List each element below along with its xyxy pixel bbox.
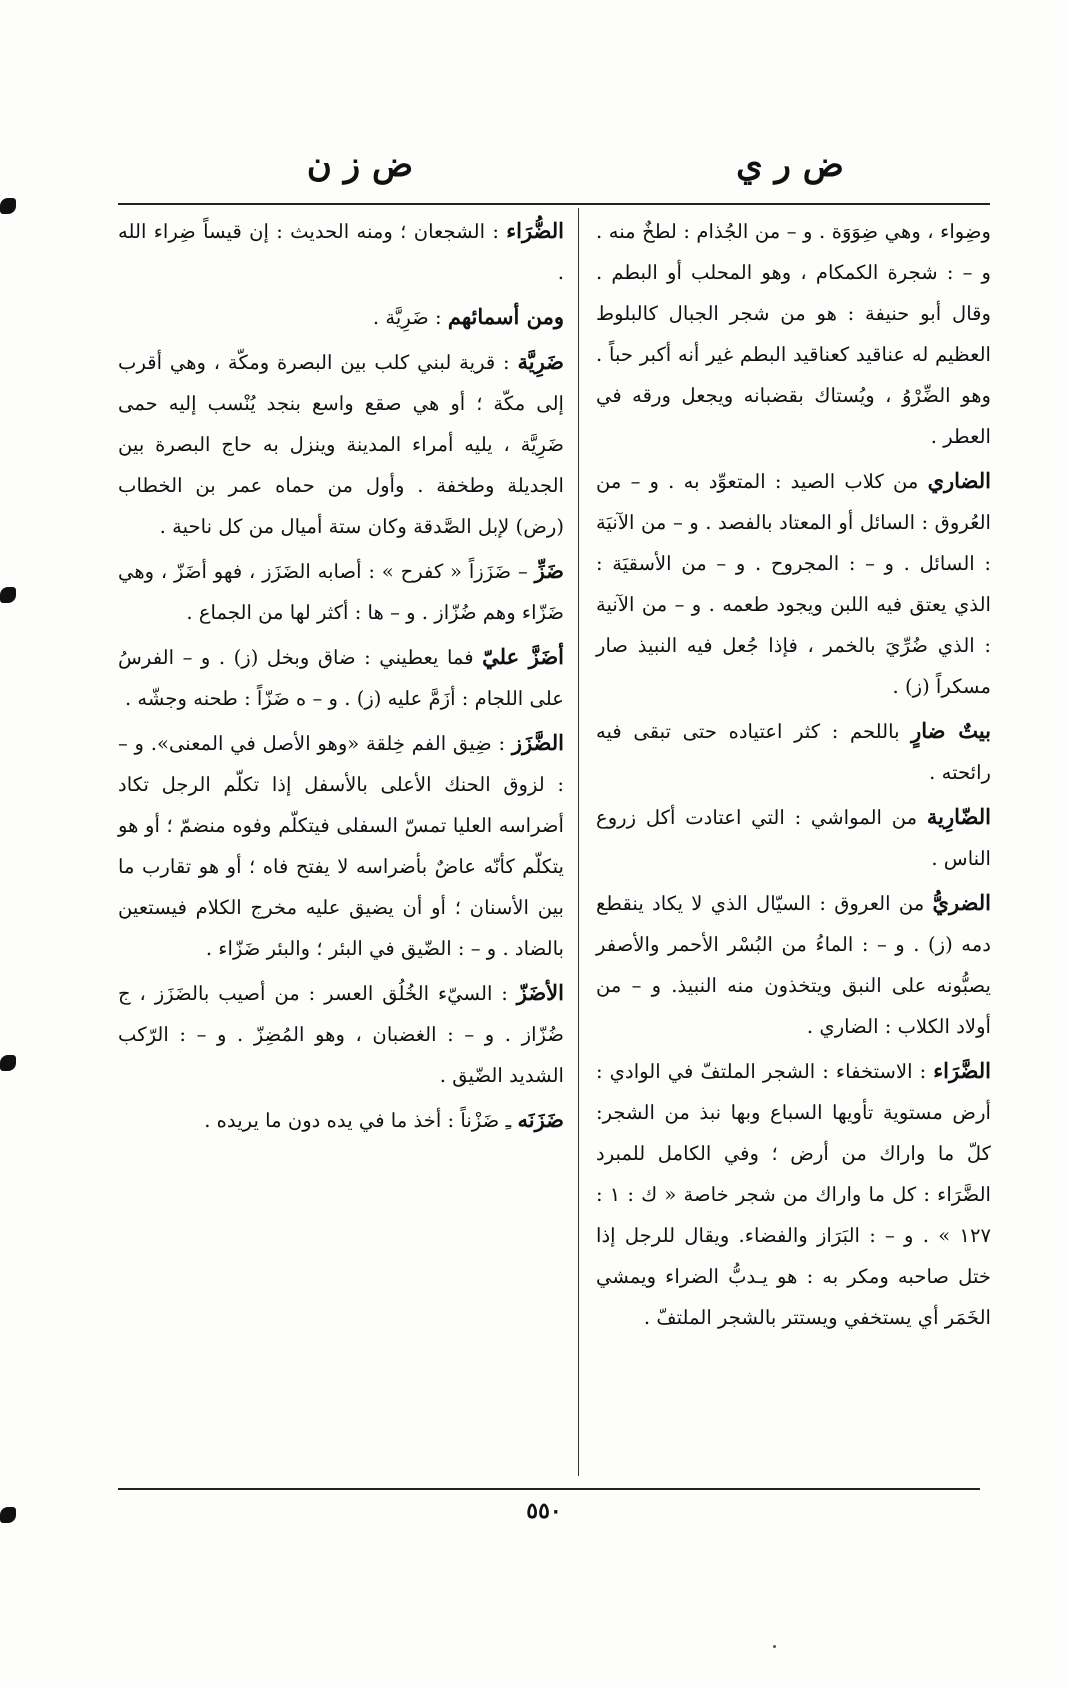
entry-headword: ضَزِّ: [534, 558, 564, 583]
entry-headword: الضاري: [927, 468, 991, 493]
page-number: ٥٥٠: [526, 1498, 562, 1524]
top-rule: [118, 203, 990, 205]
entry-paragraph: [118, 1099, 564, 1141]
entry-paragraph: [596, 882, 991, 1047]
entry-text: ـِ ضَزْناً : أخذ ما في يده دون ما يريده .: [204, 1109, 518, 1132]
entry-headword: الضَّرَاء: [933, 1058, 991, 1083]
left-column-root-header: ض ز ن: [306, 145, 414, 185]
entry-paragraph: [118, 972, 564, 1096]
entry-headword: الضريُّ: [932, 890, 991, 915]
entry-text: – ضَزَزاً « كفرح » : أصابه الضَزَز ، فهو أضَزّ ، وهي ضَزّاء وهم ضُزّاز . و – ها : أكثر لها من الجماع .: [118, 560, 564, 624]
entry-headword: الضَّزَز: [511, 730, 564, 755]
entry-headword: الضُّرَاء: [506, 218, 564, 243]
right-column: [596, 210, 991, 1338]
entry-paragraph: [118, 341, 564, 547]
entry-text: وضِواء ، وهي ضِوَوَة . و – من الجُذام : لطخٌ منه . و – : شجرة الكمكام ، وهو المحلب أو البطم . وقال أبو حنيفة : هو من شجر الجبال كالبلوط العظيم له عناقيد كعناقيد البطم غير أنه أكبر حباً . وهو الضِّرْوُ ، ويُستاك بقضبانه ويجعل ورقه في العطر .: [596, 220, 991, 448]
entry-text: باللحم : كثر اعتياده حتى تبقى فيه رائحته .: [596, 720, 991, 784]
entry-text: فما يعطيني : ضاق وبخل (ز) . و – الفرسُ على اللجام : أزَمَّ عليه (ز) . و – ه ضَزّاً : طحنه وجشّه .: [118, 646, 564, 710]
entry-paragraph: [596, 210, 991, 457]
entry-paragraph: [596, 796, 991, 879]
entry-text: : ضِيق الفم خِلقة «وهو الأصل في المعنى». و – : لزوق الحنك الأعلى بالأسفل إذا تكلّم الرجل تكاد أضراسه العليا تمسّ السفلى فيتكلّم وفوه منضمّ ؛ أو هو يتكلّم كأنّه عاضٌ بأضراسه لا يفتح فاه ؛ أو هو تقارب ما بين الأسنان ؛ أو أن يضيق عليه مخرج الكلام فيستعين بالضاد . و – : الضّيق في البئر ؛ والبئر ضَزّاء .: [118, 732, 564, 960]
scan-binding-mark: [0, 1055, 16, 1071]
scan-speck: [773, 1645, 776, 1648]
scan-binding-mark: [0, 587, 16, 603]
entry-text: : الاستخفاء : الشجر الملتفّ في الوادي : أرض مستوية تأويها السباع وبها نبذ من الشجر: كلّ ما واراك من أرض ؛ وفي الكامل للمبرد الضَّرَاء : كل ما واراك من شجر خاصة « ك : ١ : ١٢٧ » . و – : البَرَاز والفضاء. ويقال للرجل إذا ختل صاحبه ومكر به : هو يـدبُّ الضراء ويمشي الخَمَر أي يستخفي ويستتر بالشجر الملتفّ .: [596, 1060, 991, 1329]
entry-headword: ضَرِيَّة: [517, 349, 564, 374]
right-column-root-header: ض ر ي: [736, 145, 844, 185]
entry-paragraph: [596, 710, 991, 793]
entry-paragraph: [118, 296, 564, 338]
entry-text: من كلاب الصيد : المتعوِّد به . و – من العُروق : السائل أو المعتاد بالفصد . و – من الآنيَة : السائل . و – : المجروح . و – من الأسقيَة : الذي يعتق فيه اللبن ويجود طعمه . و – من الآنية : الذي ضُرِّيَ بالخمر ، فإذا جُعل فيه النبيذ صار مسكراً (ز) .: [596, 470, 991, 698]
entry-text: : قرية لبني كلب بين البصرة ومكّة ، وهي أقرب إلى مكّة ؛ أو هي صقع واسع بنجد يُنْسب إليه حمى ضَرِيَّة ، يليه أمراء المدينة وينزل به حاج البصرة بين الجديلة وطخفة . وأول من حماه عمر بن الخطاب (رض) لإبل الصَّدقة وكان ستة أميال من كل ناحية .: [118, 351, 564, 538]
entry-paragraph: [596, 460, 991, 707]
entry-text: من العروق : السيّال الذي لا يكاد ينقطع دمه (ز) . و – : الماءُ من البُسْر الأحمر والأصفر يصبُّونه على النبق ويتخذون منه النبيذ. و – من أولاد الكلاب : الضاري .: [596, 892, 991, 1038]
entry-paragraph: [596, 1050, 991, 1338]
entry-paragraph: [118, 636, 564, 719]
scan-binding-mark: [0, 198, 16, 214]
entry-text: : السيّء الخُلُق العسر : من أصيب بالضَزَز ، ج ضُزّاز . و – : الغضبان ، وهو المُضِزّ . و – : الرّكب الشديد الضّيق .: [118, 982, 564, 1087]
entry-headword: بيتٌ ضارٍ: [911, 718, 992, 743]
column-divider: [578, 208, 579, 1476]
entry-headword: أضَزَّ عليّ: [482, 644, 564, 669]
bottom-rule: [118, 1488, 980, 1490]
entry-headword: الأضَزّ: [516, 980, 564, 1005]
entry-text: : ضَرِيَّة .: [372, 306, 448, 329]
left-column: [118, 210, 564, 1141]
entry-paragraph: [118, 210, 564, 293]
entry-headword: الضّارِية: [926, 804, 991, 829]
entry-headword: ضَزَنَه: [517, 1107, 564, 1132]
entry-paragraph: [118, 550, 564, 633]
entry-headword: ومن أسمائهم: [447, 304, 564, 329]
entry-text: من المواشي : التي اعتادت أكل زروع الناس .: [596, 806, 991, 870]
entry-paragraph: [118, 722, 564, 969]
entry-text: : الشجعان ؛ ومنه الحديث : إن قيساً ضِراء الله .: [118, 220, 564, 284]
scan-binding-mark: [0, 1507, 16, 1523]
